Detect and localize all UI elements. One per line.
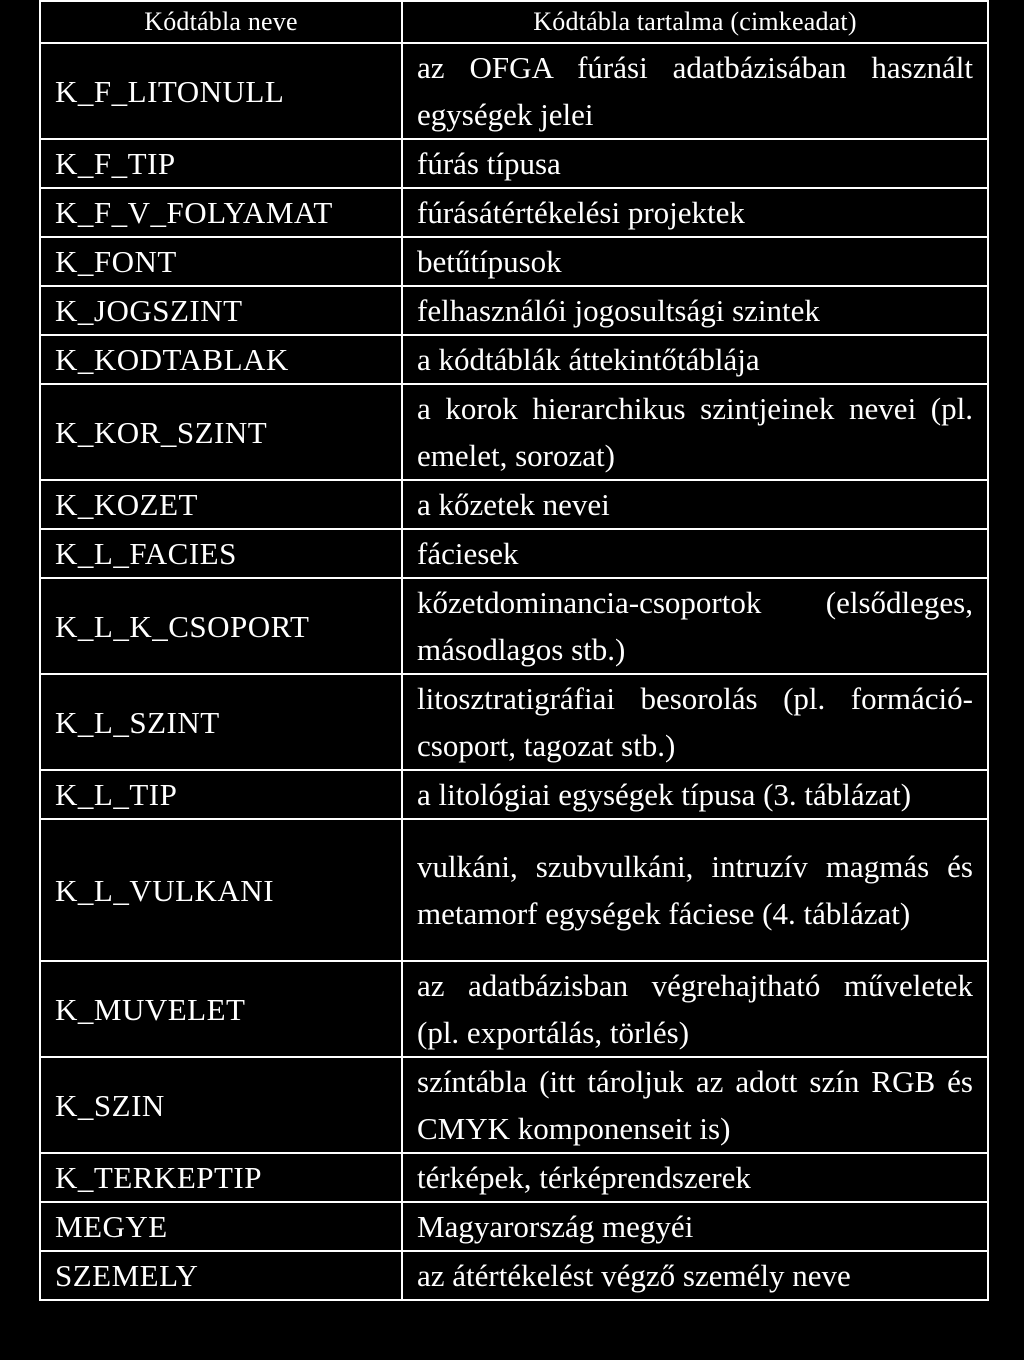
table-row [40, 480, 988, 529]
code-table-name: K_KOR_SZINT [40, 384, 402, 480]
code-table-name: K_L_TIP [40, 770, 402, 819]
table-row [40, 578, 988, 674]
code-table-content: fáciesek [402, 529, 988, 578]
code-table-content: fúrás típusa [402, 139, 988, 188]
table-row [40, 335, 988, 384]
table-row [40, 770, 988, 819]
code-table-name: K_KODTABLAK [40, 335, 402, 384]
code-table-container [39, 0, 987, 1301]
table-row [40, 674, 988, 770]
code-table-name: K_TERKEPTIP [40, 1153, 402, 1202]
code-table-content: az átértékelést végző személy neve [402, 1251, 988, 1300]
code-table-content: színtábla (itt tároljuk az adott szín RGB és CMYK komponenseit is) [402, 1057, 988, 1153]
code-table-content: felhasználói jogosultsági szintek [402, 286, 988, 335]
code-table-content: a kódtáblák áttekintőtáblája [402, 335, 988, 384]
table-row [40, 1202, 988, 1251]
code-table-name: SZEMELY [40, 1251, 402, 1300]
code-table-name: K_L_K_CSOPORT [40, 578, 402, 674]
code-table-name: K_L_FACIES [40, 529, 402, 578]
code-table-name: K_SZIN [40, 1057, 402, 1153]
table-row [40, 529, 988, 578]
code-table-content: fúrásátértékelési projektek [402, 188, 988, 237]
header-table-name: Kódtábla neve [40, 1, 402, 43]
table-row [40, 188, 988, 237]
code-table-name: K_KOZET [40, 480, 402, 529]
table-row [40, 43, 988, 139]
code-table-content: a kőzetek nevei [402, 480, 988, 529]
code-table-content: litosztratigráfiai besorolás (pl. formációcsoport, tagozat stb.) [402, 674, 988, 770]
code-table-name: K_L_VULKANI [40, 819, 402, 961]
code-table-content: kőzetdominancia-csoportok (elsődleges, másodlagos stb.) [402, 578, 988, 674]
code-table-content: vulkáni, szubvulkáni, intruzív magmás és metamorf egységek fáciese (4. táblázat) [402, 819, 988, 961]
code-table-content: az adatbázisban végrehajtható műveletek (pl. exportálás, törlés) [402, 961, 988, 1057]
table-row [40, 1153, 988, 1202]
code-table-content: az OFGA fúrási adatbázisában használt egységek jelei [402, 43, 988, 139]
code-table-name: K_FONT [40, 237, 402, 286]
table-row [40, 1057, 988, 1153]
table-row [40, 961, 988, 1057]
code-table-content: a korok hierarchikus szintjeinek nevei (pl. emelet, sorozat) [402, 384, 988, 480]
code-table-name: MEGYE [40, 1202, 402, 1251]
code-table-name: K_F_LITONULL [40, 43, 402, 139]
table-row [40, 286, 988, 335]
code-table-name: K_JOGSZINT [40, 286, 402, 335]
code-table-name: K_F_TIP [40, 139, 402, 188]
code-table [39, 0, 989, 1301]
code-table-content: Magyarország megyéi [402, 1202, 988, 1251]
code-table-content: térképek, térképrendszerek [402, 1153, 988, 1202]
table-row [40, 819, 988, 961]
code-table-name: K_MUVELET [40, 961, 402, 1057]
code-table-name: K_L_SZINT [40, 674, 402, 770]
code-table-content: betűtípusok [402, 237, 988, 286]
table-header-row [40, 1, 988, 43]
table-row [40, 139, 988, 188]
header-table-content: Kódtábla tartalma (cimkeadat) [402, 1, 988, 43]
table-row [40, 384, 988, 480]
code-table-name: K_F_V_FOLYAMAT [40, 188, 402, 237]
code-table-content: a litológiai egységek típusa (3. táblázat) [402, 770, 988, 819]
table-row [40, 1251, 988, 1300]
table-row [40, 237, 988, 286]
